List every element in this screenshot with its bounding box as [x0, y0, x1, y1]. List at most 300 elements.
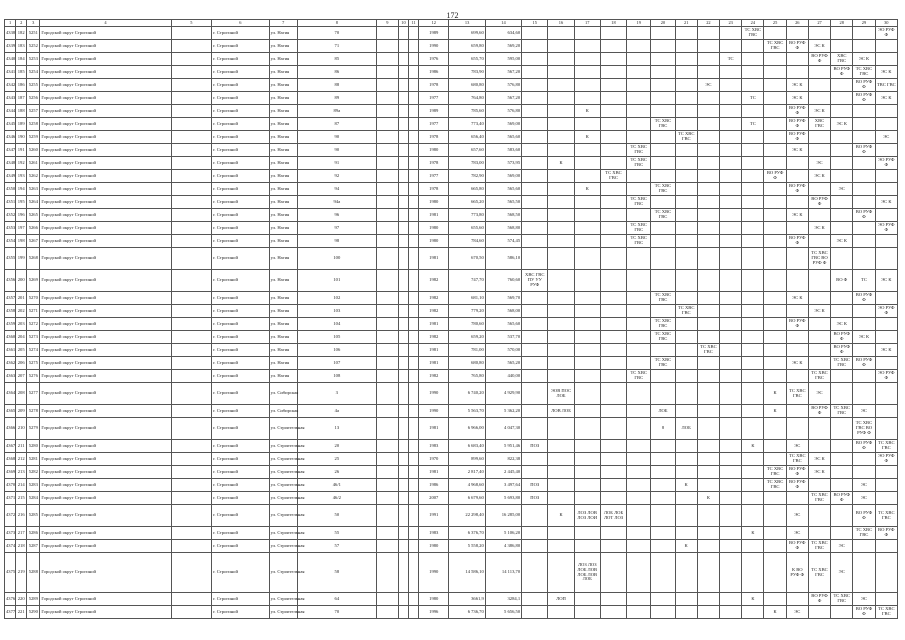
table-cell [764, 305, 786, 318]
table-body [5, 27, 898, 619]
table-cell [376, 292, 398, 305]
table-cell [600, 305, 626, 318]
table-cell [853, 553, 875, 593]
table-cell: 4374 [5, 540, 16, 553]
table-cell: 680,80 [449, 79, 485, 92]
table-cell [675, 292, 697, 305]
table-cell [522, 466, 548, 479]
table-cell: 537,70 [485, 331, 521, 344]
table-cell [831, 292, 853, 305]
table-cell [742, 305, 764, 318]
table-cell [697, 131, 719, 144]
table-cell: К [574, 105, 600, 118]
table-cell: 567,20 [485, 92, 521, 105]
table-cell [742, 105, 764, 118]
table-cell [697, 331, 719, 344]
table-cell: 665,80 [449, 183, 485, 196]
table-cell [875, 357, 897, 370]
table-cell: 100 [297, 248, 376, 270]
table-cell: 85 [297, 53, 376, 66]
table-cell [600, 318, 626, 331]
table-cell: Городской округ Строгиной [40, 331, 171, 344]
table-cell [171, 270, 211, 292]
table-cell: г. Строгиной [212, 505, 270, 527]
table-cell: ЭС К [786, 292, 808, 305]
table-cell [409, 131, 419, 144]
table-cell [600, 79, 626, 92]
table-cell: ВО РУФ Ф [786, 540, 808, 553]
table-cell [409, 209, 419, 222]
table-cell [376, 131, 398, 144]
table-cell [398, 357, 408, 370]
table-cell: 1989 [419, 105, 449, 118]
table-cell: 4349 [5, 170, 16, 183]
table-cell [548, 183, 574, 196]
table-cell: 1980 [419, 235, 449, 248]
table-cell [600, 492, 626, 505]
table-cell [376, 248, 398, 270]
table-cell: 2007 [419, 492, 449, 505]
table-cell [398, 105, 408, 118]
table-cell: ул. Нагия [269, 118, 297, 131]
table-cell: ул. Нагия [269, 66, 297, 79]
table-cell [522, 606, 548, 619]
table-cell: 206 [16, 357, 27, 370]
table-cell [522, 157, 548, 170]
table-cell: ЛОП [548, 593, 574, 606]
table-cell [651, 305, 675, 318]
table-cell: К [742, 527, 764, 540]
table-cell [574, 383, 600, 405]
table-cell: Городской округ Строгиной [40, 505, 171, 527]
table-cell: ЭС [786, 527, 808, 540]
table-cell: ВО РУФ Ф [808, 405, 830, 418]
table-cell [409, 453, 419, 466]
table-cell: 5252 [27, 40, 40, 53]
table-cell [398, 466, 408, 479]
table-cell [600, 157, 626, 170]
table-cell: ВО РУФ Ф [831, 344, 853, 357]
table-cell [875, 170, 897, 183]
table-cell [853, 40, 875, 53]
table-cell [600, 248, 626, 270]
table-cell [697, 183, 719, 196]
table-cell [831, 466, 853, 479]
table-cell [742, 540, 764, 553]
table-cell: 785,60 [449, 105, 485, 118]
table-cell [376, 79, 398, 92]
table-cell: К [675, 540, 697, 553]
table-cell [409, 492, 419, 505]
table-cell [808, 27, 830, 40]
table-cell: г. Строгиной [212, 79, 270, 92]
table-cell [574, 209, 600, 222]
table-cell [548, 105, 574, 118]
table-cell [409, 196, 419, 209]
table-row [5, 527, 898, 540]
table-cell [720, 248, 742, 270]
table-cell: 55 [297, 527, 376, 540]
table-cell [376, 222, 398, 235]
table-cell: 1977 [419, 118, 449, 131]
table-cell: ТС ХВС ГВС [764, 466, 786, 479]
table-cell: ТС ХВС ГВС [742, 27, 764, 40]
table-cell [627, 331, 651, 344]
table-cell [675, 66, 697, 79]
table-cell: Городской округ Строгиной [40, 66, 171, 79]
table-cell [600, 92, 626, 105]
table-cell: ВО РУФ Ф [853, 144, 875, 157]
table-cell: ТС ХВС ГВС [764, 479, 786, 492]
table-cell [398, 79, 408, 92]
table-cell: Городской округ Строгиной [40, 553, 171, 593]
table-cell [853, 222, 875, 235]
table-cell [574, 53, 600, 66]
table-cell [409, 418, 419, 440]
table-cell [742, 53, 764, 66]
table-cell [697, 466, 719, 479]
table-cell: ул. Нагия [269, 270, 297, 292]
table-cell [651, 53, 675, 66]
table-cell [627, 492, 651, 505]
table-row [5, 405, 898, 418]
table-cell: г. Строгиной [212, 440, 270, 453]
table-cell [831, 305, 853, 318]
table-cell [398, 131, 408, 144]
table-cell: 5262 [27, 170, 40, 183]
table-cell: ТС ХВС ГВС [831, 357, 853, 370]
table-cell: ЭС [853, 405, 875, 418]
table-cell [627, 357, 651, 370]
table-cell: 1990 [419, 40, 449, 53]
table-cell [720, 118, 742, 131]
table-cell [720, 66, 742, 79]
table-cell: г. Строгиной [212, 492, 270, 505]
table-cell [875, 235, 897, 248]
table-cell [697, 383, 719, 405]
table-cell [742, 170, 764, 183]
table-cell: г. Строгиной [212, 370, 270, 383]
table-cell: ул. Строительная [269, 453, 297, 466]
table-cell: г. Строгиной [212, 53, 270, 66]
table-row [5, 248, 898, 270]
table-cell [171, 131, 211, 144]
table-cell: 26 [297, 466, 376, 479]
table-cell: ул. Нагия [269, 357, 297, 370]
table-cell: Городской округ Строгиной [40, 53, 171, 66]
table-cell [651, 344, 675, 357]
table-cell: 198 [16, 235, 27, 248]
table-cell [764, 222, 786, 235]
table-cell: 681,10 [449, 292, 485, 305]
table-cell: ул. Нагия [269, 235, 297, 248]
table-cell: 4359 [5, 318, 16, 331]
table-cell [697, 440, 719, 453]
table-cell [875, 118, 897, 131]
table-cell [675, 318, 697, 331]
table-cell: ул. Нагия [269, 170, 297, 183]
table-cell [720, 405, 742, 418]
table-cell [171, 606, 211, 619]
table-cell [875, 40, 897, 53]
table-cell [171, 144, 211, 157]
table-cell: 5256 [27, 92, 40, 105]
table-cell: ЭС [786, 606, 808, 619]
table-row [5, 270, 898, 292]
table-cell: ул. Нагия [269, 27, 297, 40]
table-cell: 440,00 [485, 370, 521, 383]
table-cell: ТС [742, 118, 764, 131]
table-cell: ЭС [875, 131, 897, 144]
table-cell: 50 [297, 505, 376, 527]
table-cell [548, 540, 574, 553]
table-cell [398, 222, 408, 235]
table-cell: г. Строгиной [212, 66, 270, 79]
table-cell: 779,20 [449, 305, 485, 318]
table-cell [627, 453, 651, 466]
table-cell [697, 505, 719, 527]
table-cell [409, 505, 419, 527]
table-cell [764, 453, 786, 466]
table-cell [398, 331, 408, 344]
table-cell [574, 27, 600, 40]
table-cell: г. Строгиной [212, 305, 270, 318]
table-cell [171, 53, 211, 66]
table-cell [600, 222, 626, 235]
table-cell: ТС ХВС ГВС [808, 553, 830, 593]
table-cell [742, 144, 764, 157]
table-cell: ТС ХВС ГВС [831, 405, 853, 418]
table-cell [786, 66, 808, 79]
table-cell: 783,00 [449, 157, 485, 170]
table-cell: ул. Нагия [269, 131, 297, 144]
table-cell [376, 157, 398, 170]
table-cell [376, 27, 398, 40]
table-cell: г. Строгиной [212, 157, 270, 170]
table-cell: Городской округ Строгиной [40, 270, 171, 292]
table-cell: г. Строгиной [212, 235, 270, 248]
table-cell [675, 593, 697, 606]
column-number-header: 16 [548, 20, 574, 27]
table-cell: ВО Ф [831, 270, 853, 292]
table-cell [522, 170, 548, 183]
table-cell: 4348 [5, 157, 16, 170]
table-cell [764, 492, 786, 505]
table-row [5, 540, 898, 553]
table-cell [522, 357, 548, 370]
table-cell [831, 479, 853, 492]
table-cell: 1983 [419, 440, 449, 453]
table-cell [720, 492, 742, 505]
table-cell [675, 27, 697, 40]
table-cell [651, 196, 675, 209]
table-cell: ЭС [853, 479, 875, 492]
table-cell [720, 453, 742, 466]
table-cell [720, 305, 742, 318]
table-cell [742, 492, 764, 505]
table-cell: 1981 [419, 357, 449, 370]
table-cell: 783,90 [449, 66, 485, 79]
table-cell: ЛОЗ ЛОВ ЛОЗ ЛОИ [574, 505, 600, 527]
table-row [5, 144, 898, 157]
table-row [5, 157, 898, 170]
table-cell: 586,10 [485, 248, 521, 270]
column-number-header: 17 [574, 20, 600, 27]
table-cell: Городской округ Строгиной [40, 540, 171, 553]
table-cell [376, 440, 398, 453]
table-cell [409, 331, 419, 344]
table-cell: ТС ХВС ГВС [651, 331, 675, 344]
table-cell [875, 479, 897, 492]
table-cell [409, 405, 419, 418]
table-cell [409, 553, 419, 593]
table-cell [786, 305, 808, 318]
table-cell: г. Строгиной [212, 92, 270, 105]
table-cell: ВО РУФ Ф [786, 318, 808, 331]
table-cell [398, 492, 408, 505]
column-number-header: 30 [875, 20, 897, 27]
table-cell [831, 222, 853, 235]
table-cell [808, 331, 830, 344]
table-cell [548, 318, 574, 331]
table-cell: 213 [16, 466, 27, 479]
table-cell: 5271 [27, 305, 40, 318]
table-cell: 6 966,00 [449, 418, 485, 440]
table-cell [697, 92, 719, 105]
table-cell [675, 196, 697, 209]
table-cell: ТС ХВС ГВС [600, 170, 626, 183]
table-cell [409, 105, 419, 118]
table-cell: 5 951,46 [485, 440, 521, 453]
table-cell [522, 222, 548, 235]
table-cell [171, 505, 211, 527]
table-cell [831, 92, 853, 105]
table-cell: 1989 [419, 27, 449, 40]
table-cell [548, 79, 574, 92]
table-cell: ЭО РУФ Ф [875, 157, 897, 170]
table-cell [875, 53, 897, 66]
table-cell [742, 553, 764, 593]
table-cell [764, 292, 786, 305]
table-cell [376, 357, 398, 370]
table-cell [376, 209, 398, 222]
table-cell: 89а [297, 105, 376, 118]
table-cell [853, 105, 875, 118]
table-cell: 210 [16, 418, 27, 440]
table-cell [376, 118, 398, 131]
table-cell [808, 606, 830, 619]
table-cell: 1990 [419, 383, 449, 405]
table-cell: ул. Строительная [269, 479, 297, 492]
table-cell [548, 466, 574, 479]
table-cell: 573,95 [485, 157, 521, 170]
table-cell: г. Строгиной [212, 593, 270, 606]
table-cell: ул. Строительная [269, 606, 297, 619]
table-cell: ЭО РУФ Ф [875, 370, 897, 383]
table-cell [786, 418, 808, 440]
table-cell [786, 248, 808, 270]
table-cell: г. Строгиной [212, 318, 270, 331]
table-cell: ул. Строительная [269, 593, 297, 606]
table-cell [171, 527, 211, 540]
table-cell [720, 440, 742, 453]
table-cell [398, 418, 408, 440]
table-cell [574, 292, 600, 305]
table-cell [627, 92, 651, 105]
table-cell [522, 318, 548, 331]
table-cell: ул. Нагия [269, 79, 297, 92]
table-cell [171, 440, 211, 453]
table-cell [600, 357, 626, 370]
table-cell: Городской округ Строгиной [40, 105, 171, 118]
table-cell: 4353 [5, 222, 16, 235]
table-cell: 221 [16, 606, 27, 619]
column-number-header: 3 [27, 20, 40, 27]
table-cell: ЭС К [786, 144, 808, 157]
table-cell: 14 113,70 [485, 553, 521, 593]
table-cell [574, 466, 600, 479]
table-cell [720, 479, 742, 492]
table-cell: ВО РУФ Ф [808, 53, 830, 66]
column-number-header: 27 [808, 20, 830, 27]
table-cell [398, 235, 408, 248]
table-cell [398, 383, 408, 405]
table-cell [600, 66, 626, 79]
table-cell [831, 440, 853, 453]
table-cell: ул. Нагия [269, 331, 297, 344]
table-cell: 218 [16, 540, 27, 553]
column-number-header: 19 [627, 20, 651, 27]
table-cell [808, 505, 830, 527]
table-cell: ТС ХВС ГВС [651, 292, 675, 305]
table-cell: ТС [720, 53, 742, 66]
table-cell: 576,80 [485, 79, 521, 92]
table-cell [742, 248, 764, 270]
table-cell [720, 157, 742, 170]
table-cell [697, 593, 719, 606]
table-cell [376, 453, 398, 466]
table-cell: 780,60 [449, 318, 485, 331]
table-cell: 899,60 [449, 453, 485, 466]
table-cell [409, 40, 419, 53]
table-cell: 565,20 [485, 357, 521, 370]
table-cell [574, 593, 600, 606]
column-number-header: 11 [409, 20, 419, 27]
table-cell [376, 196, 398, 209]
table-cell [600, 418, 626, 440]
table-cell: ТВС ГВС [875, 79, 897, 92]
table-cell [600, 606, 626, 619]
table-cell: 4369 [5, 466, 16, 479]
table-cell [600, 235, 626, 248]
table-cell [786, 370, 808, 383]
table-cell [720, 144, 742, 157]
table-cell [764, 248, 786, 270]
page-number: 172 [446, 11, 459, 20]
table-cell [720, 527, 742, 540]
table-cell: 670,50 [449, 248, 485, 270]
table-cell: 4373 [5, 527, 16, 540]
column-number-header: 25 [764, 20, 786, 27]
table-cell: Городской округ Строгиной [40, 196, 171, 209]
table-cell: ЭС К [831, 235, 853, 248]
table-cell [651, 131, 675, 144]
table-cell: ЭС К [875, 196, 897, 209]
table-cell [376, 270, 398, 292]
table-cell: 4354 [5, 235, 16, 248]
table-cell: ТС ХВС ГВС [651, 318, 675, 331]
table-cell: ПОЗ [522, 440, 548, 453]
